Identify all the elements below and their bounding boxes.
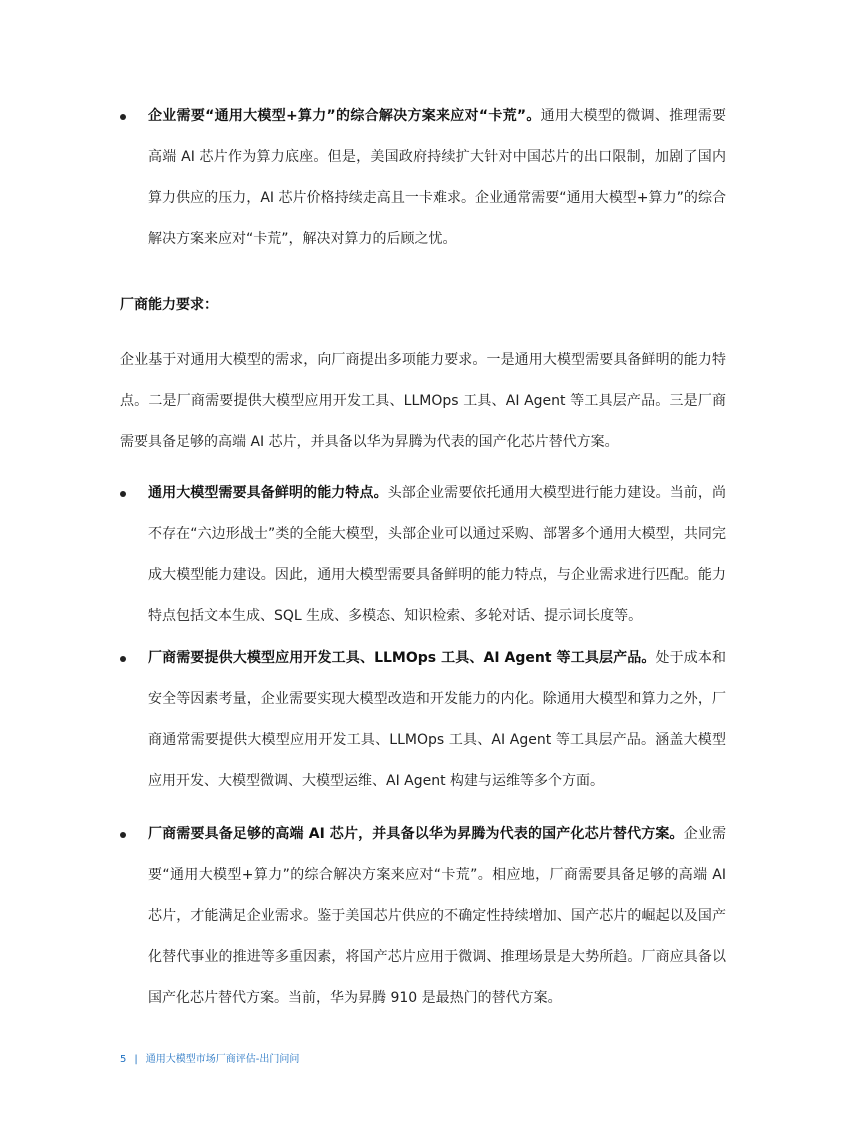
bullet-dot [120, 656, 126, 662]
bullet-body: 头部企业需要依托通用大模型进行能力建设。当前，尚不存在“六边形战士”类的全能大模型，头部企业可以通过采购、部署多个通用大模型，共同完成大模型能力建设。因此，通用大模型需要具备鲜明的能力特点，与企业需求进行匹配。能力特点包括文本生成、SQL 生成、多模态、知识检索、多轮对话、提示词长度等。 [148, 485, 727, 624]
bullet-text [148, 473, 726, 637]
footer-separator: | [134, 1054, 138, 1065]
bullet-lead: 企业需要“通用大模型+算力”的综合解决方案来应对“卡荒”。 [148, 108, 541, 124]
bullet-dot [120, 491, 126, 497]
bullet-text [148, 96, 726, 260]
bullet-item-tools [120, 638, 726, 802]
footer-title: 通用大模型市场厂商评估-出门问问 [145, 1054, 300, 1065]
page-footer [120, 1053, 299, 1067]
section-heading: 厂商能力要求： [120, 297, 218, 313]
bullet-lead: 通用大模型需要具备鲜明的能力特点。 [148, 485, 388, 501]
bullet-body: 企业需要“通用大模型+算力”的综合解决方案来应对“卡荒”。相应地，厂商需要具备足够的高端 AI 芯片，才能满足企业需求。鉴于美国芯片供应的不确定性持续增加、国产芯片的崛起以及国产化替代事业的推进等多重因素，将国产芯片应用于微调、推理场景是大势所趋。厂商应具备以国产化芯片替代方案。当前，华为昇腾 910 是最热门的替代方案。 [148, 826, 726, 1006]
bullet-body: 通用大模型的微调、推理需要高端 AI 芯片作为算力底座。但是，美国政府持续扩大针对中国芯片的出口限制，加剧了国内算力供应的压力，AI 芯片价格持续走高且一卡难求。企业通常需要“通用大模型+算力”的综合解决方案来应对“卡荒”，解决对算力的后顾之忧。 [148, 108, 726, 247]
bullet-dot [120, 114, 126, 120]
body-paragraph: 企业基于对通用大模型的需求，向厂商提出多项能力要求。一是通用大模型需要具备鲜明的能力特点。二是厂商需要提供大模型应用开发工具、LLMOps 工具、AI Agent 等工具层产品。三是厂商需要具备足够的高端 AI 芯片，并具备以华为昇腾为代表的国产化芯片替代方案。 [120, 352, 726, 450]
bullet-text [148, 814, 726, 1019]
bullet-text [148, 638, 726, 802]
bullet-item-chips [120, 814, 726, 1024]
bullet-lead: 厂商需要提供大模型应用开发工具、LLMOps 工具、AI Agent 等工具层产品。 [148, 650, 656, 666]
bullet-lead: 厂商需要具备足够的高端 AI 芯片，并具备以华为昇腾为代表的国产化芯片替代方案。 [148, 826, 684, 842]
bullet-item-intro [120, 96, 726, 266]
bullet-item-capability [120, 473, 726, 637]
bullet-dot [120, 832, 126, 838]
page-number: 5 [120, 1054, 127, 1065]
bullet-body: 处于成本和安全等因素考量，企业需要实现大模型改造和开发能力的内化。除通用大模型和算力之外，厂商通常需要提供大模型应用开发工具、LLMOps 工具、AI Agent 等工具层产品。涵盖大模型应用开发、大模型微调、大模型运维、AI Agent 构建与运维等多个方面。 [148, 650, 726, 789]
